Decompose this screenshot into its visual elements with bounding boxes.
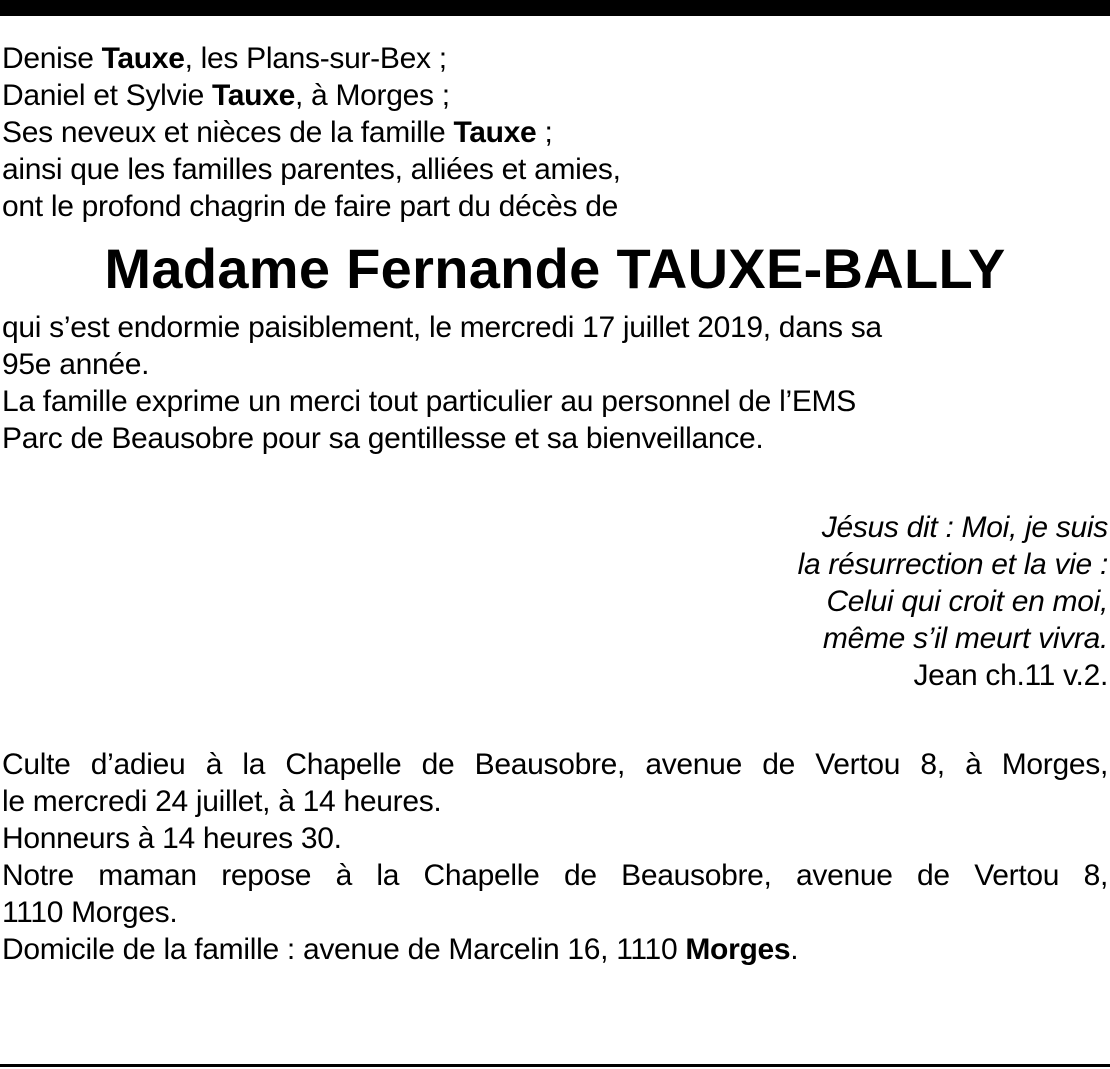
details-line-3: La famille exprime un merci tout particulier au personnel de l’EMS: [2, 385, 856, 418]
intro-line-5: ont le profond chagrin de faire part du décès de: [2, 190, 619, 223]
intro-line-2: Daniel et Sylvie Tauxe, à Morges ;: [2, 79, 450, 112]
obituary-notice: [2, 40, 1108, 968]
details-line-2: 95e année.: [2, 348, 150, 381]
intro-line-4: ainsi que les familles parentes, alliées et amies,: [2, 153, 621, 186]
details-section: [2, 309, 1108, 457]
ceremony-line-6: Domicile de la famille : avenue de Marcelin 16, 1110 Morges.: [2, 933, 799, 966]
details-line-4: Parc de Beausobre pour sa gentillesse et sa bienveillance.: [2, 422, 764, 455]
ceremony-section: [2, 746, 1108, 968]
bottom-rule: [0, 1064, 1110, 1067]
quote-line-3: Celui qui croit en moi,: [826, 585, 1108, 618]
bible-quote: [2, 509, 1108, 694]
quote-line-2: la résurrection et la vie :: [797, 548, 1108, 581]
ceremony-line-3: Honneurs à 14 heures 30.: [2, 822, 342, 855]
ceremony-line-4: Notre maman repose à la Chapelle de Beausobre, avenue de Vertou 8,: [2, 859, 1108, 892]
ceremony-line-5: 1110 Morges.: [2, 896, 178, 929]
deceased-name: Madame Fernande TAUXE-BALLY: [104, 237, 1006, 300]
intro-section: [2, 40, 1108, 225]
quote-line-1: Jésus dit : Moi, je suis: [821, 511, 1108, 544]
quote-line-4: même s’il meurt vivra.: [822, 622, 1108, 655]
top-rule: [0, 0, 1110, 16]
ceremony-line-1: Culte d’adieu à la Chapelle de Beausobre, avenue de Vertou 8, à Morges,: [2, 748, 1108, 781]
intro-line-3: Ses neveux et nièces de la famille Tauxe ;: [2, 116, 553, 149]
quote-reference: Jean ch.11 v.2.: [913, 659, 1108, 692]
details-line-1: qui s’est endormie paisiblement, le mercredi 17 juillet 2019, dans sa: [2, 311, 882, 344]
ceremony-line-2: le mercredi 24 juillet, à 14 heures.: [2, 785, 442, 818]
intro-line-1: Denise Tauxe, les Plans-sur-Bex ;: [2, 42, 447, 75]
